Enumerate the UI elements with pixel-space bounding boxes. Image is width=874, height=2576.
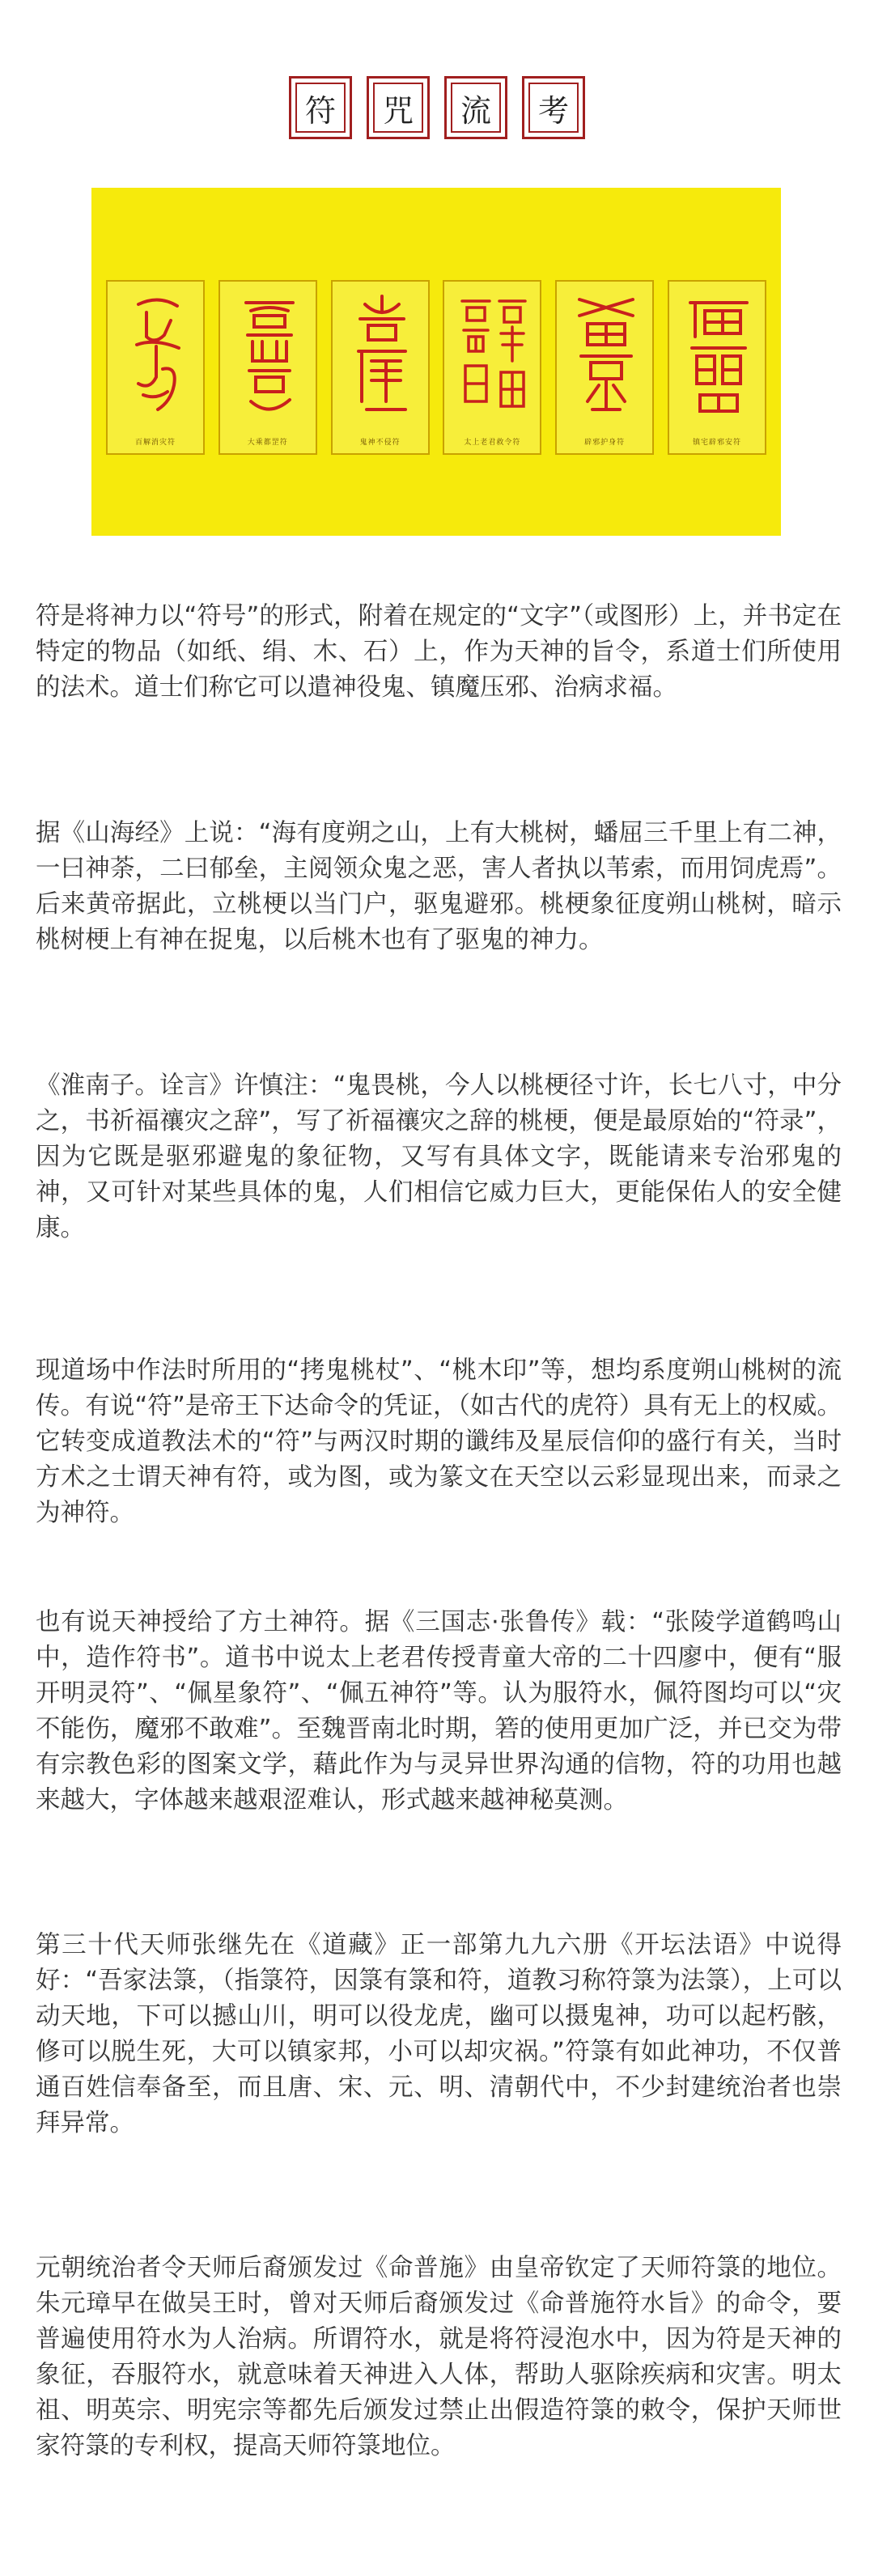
article-paragraph: 第三十代天师张继先在《道藏》正一部第九九六册《开坛法语》中说得好：“吾家法箓，（指箓符，因箓有箓和符，道教习称符箓为法箓），上可以动天地，下可以撼山川，明可以役龙虎，幽可以摄鬼神，功可以起朽骸，修可以脱生死，大可以镇家邦，小可以却灾祸。”符箓有如此神功，不仅普通百姓信奉备至，而且唐、宋、元、明、清朝代中，不少封建统治者也崇拜异常。: [36, 1931, 842, 2137]
talisman-caption: 大乘都罡符: [247, 439, 288, 447]
talisman-card: [106, 280, 205, 455]
title-char-box: 考: [522, 76, 585, 139]
talisman-glyph-icon: [339, 288, 425, 426]
talisman-glyph-icon: [227, 288, 312, 426]
article-title: [0, 76, 874, 139]
talisman-glyph-icon: [563, 288, 649, 426]
article-paragraph: 据《山海经》上说：“海有度朔之山，上有大桃树，蟠屈三千里上有二神，一曰神荼，二曰郁垒，主阅领众鬼之恶，害人者执以苇索，而用饲虎焉”。后来黄帝据此，立桃梗以当门户，驱鬼避邪。桃梗象征度朔山桃树，暗示桃树梗上有神在捉鬼，以后桃木也有了驱鬼的神力。: [36, 819, 842, 954]
talisman-caption: 辟邪护身符: [584, 439, 626, 447]
talisman-caption: 镇宅辟邪安符: [692, 439, 741, 447]
article-paragraph: 现道场中作法时所用的“拷鬼桃杖”、“桃木印”等，想均系度朔山桃树的流传。有说“符”是帝王下达命令的凭证，（如古代的虎符）具有无上的权威。它转变成道教法术的“符”与两汉时期的谶纬及星辰信仰的盛行有关，当时方术之士谓天神有符，或为图，或为篆文在天空以云彩显现出来，而录之为神符。: [36, 1356, 842, 1527]
talisman-card: [555, 280, 654, 455]
talisman-caption: 百解消灾符: [134, 439, 176, 447]
article-paragraph: 《淮南子。诠言》许慎注：“鬼畏桃，今人以桃梗径寸许，长七八寸，中分之，书祈福禳灾之辞”，写了祈福禳灾之辞的桃梗，便是最原始的“符录”，因为它既是驱邪避鬼的象征物，又写有具体文字，既能请来专治邪鬼的神，又可针对某些具体的鬼，人们相信它威力巨大，更能保佑人的安全健康。: [36, 1072, 842, 1242]
talisman-caption: 鬼神不侵符: [359, 439, 401, 447]
talisman-glyph-icon: [114, 288, 200, 426]
title-char-box: 符: [289, 76, 352, 139]
talisman-glyph-icon: [451, 288, 537, 426]
talisman-caption: 太上老君救令符: [464, 439, 521, 447]
article-paragraph: 也有说天神授给了方土神符。据《三国志·张鲁传》载：“张陵学道鹤鸣山中，造作符书”。道书中说太上老君传授青童大帝的二十四廖中，便有“服开明灵符”、“佩星象符”、“佩五神符”等。认为服符水，佩符图均可以“灾不能伤，魔邪不敢难”。至魏晋南北时期，箬的使用更加广泛，并已交为带有宗教色彩的图案文学，藉此作为与灵异世界沟通的信物，符的功用也越来越大，字体越来越艰涩难认，形式越来越神秘莫测。: [36, 1608, 842, 1814]
article-paragraph: 符是将神力以“符号”的形式，附着在规定的“文字”（或图形）上，并书定在特定的物品（如纸、绢、木、石）上，作为天神的旨令，系道士们所使用的法术。道士们称它可以遣神役鬼、镇魔压邪、治病求福。: [36, 602, 842, 702]
title-char-box: 流: [444, 76, 507, 139]
talisman-glyph-icon: [676, 288, 762, 426]
article-paragraph: 元朝统治者令天师后裔颁发过《命普施》由皇帝钦定了天师符箓的地位。朱元璋早在做吴王时，曾对天师后裔颁发过《命普施符水旨》的命令，要普遍使用符水为人治病。所谓符水，就是将符浸泡水中，因为符是天神的象征，吞服符水，就意味着天神进入人体，帮助人驱除疾病和灾害。明太祖、明英宗、明宪宗等都先后颁发过禁止出假造符箓的敕令，保护天师世家符箓的专利权，提高天师符箓地位。: [36, 2254, 842, 2460]
talisman-card: [218, 280, 317, 455]
title-char-box: 咒: [367, 76, 430, 139]
talisman-card: [443, 280, 541, 455]
talisman-card: [331, 280, 430, 455]
talisman-image: [91, 188, 781, 536]
talisman-card: [668, 280, 766, 455]
